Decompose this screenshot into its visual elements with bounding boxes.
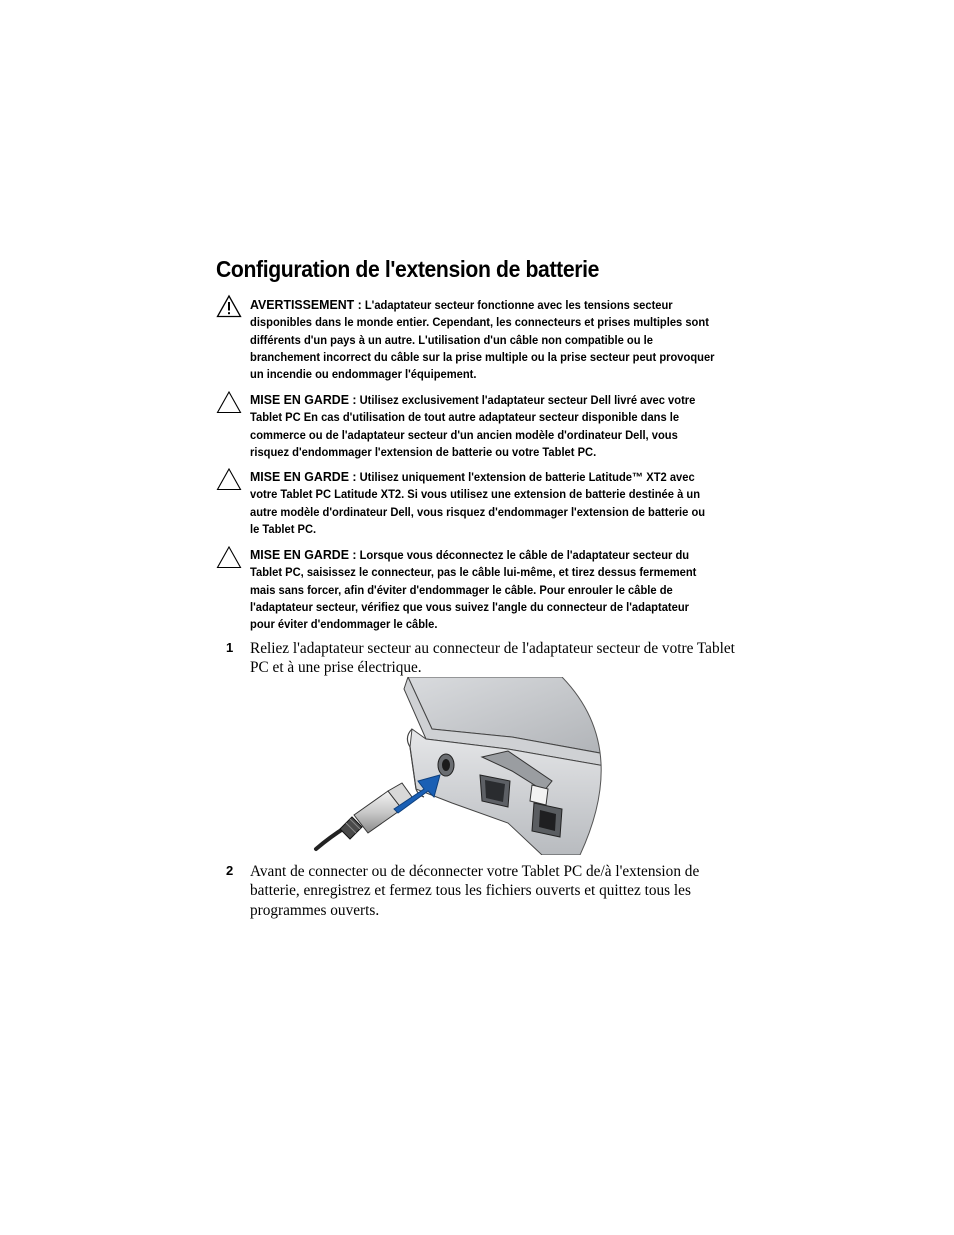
notice-label: MISE EN GARDE : [250, 547, 357, 562]
caution-icon [216, 467, 242, 491]
notice-body: Lorsque vous déconnectez le câble de l'adaptateur secteur du Tablet PC, saisissez le connecteur, pas le câble lui-même, et tirez dessus fermement mais sans forcer, afin d'éviter d'endommager le câble. Pour enrouler le câble de l'adaptateur secteur, vérifiez que vous suivez l'angle du connecteur de l'adaptateur pour éviter d'endommager le câble. [250, 548, 697, 632]
notice-label: MISE EN GARDE : [250, 469, 357, 484]
ac-adapter-connection-illustration [312, 677, 622, 855]
notice-body: Utilisez uniquement l'extension de batterie Latitude™ XT2 avec votre Tablet PC Latitude XT2. Si vous utilisez une extension de batterie destinée à un autre modèle d'ordinateur Dell, vous risquez d'endommager l'extension de batterie ou le Tablet PC. [250, 470, 706, 536]
notice-text [250, 468, 715, 538]
step-text: Avant de connecter ou de déconnecter votre Tablet PC de/à l'extension de batterie, enregistrez et fermez tous les fichiers ouverts et quittez tous les programmes ouverts. [250, 863, 700, 919]
notice-text [250, 546, 715, 633]
notice-label: AVERTISSEMENT : [250, 297, 362, 312]
warning-icon [216, 294, 242, 318]
notice-text [250, 296, 715, 383]
caution-icon [216, 545, 242, 569]
step-number: 1 [226, 640, 234, 655]
page-title: Configuration de l'extension de batterie [216, 256, 599, 282]
step-text: Reliez l'adaptateur secteur au connecteur de l'adaptateur secteur de votre Tablet PC et à une prise électrique. [250, 640, 735, 677]
notice-body: L'adaptateur secteur fonctionne avec les tensions secteur disponibles dans le monde entier. Cependant, les connecteurs et prises multiples sont différents d'un pays à un autre. L'utilisation d'un câble non compatible ou le branchement incorrect du câble sur la prise multiple ou la prise secteur peut provoquer un incendie ou endommager l'équipement. [250, 298, 715, 382]
notice-text [250, 391, 715, 461]
step-number: 2 [226, 863, 234, 878]
caution-icon [216, 390, 242, 414]
notice-label: MISE EN GARDE : [250, 392, 357, 407]
notice-body: Utilisez exclusivement l'adaptateur secteur Dell livré avec votre Tablet PC En cas d'utilisation de tout autre adaptateur secteur disponible dans le commerce ou de l'adaptateur secteur d'un ancien modèle d'ordinateur Dell, vous risquez d'endommager l'extension de batterie ou votre Tablet PC. [250, 393, 696, 459]
